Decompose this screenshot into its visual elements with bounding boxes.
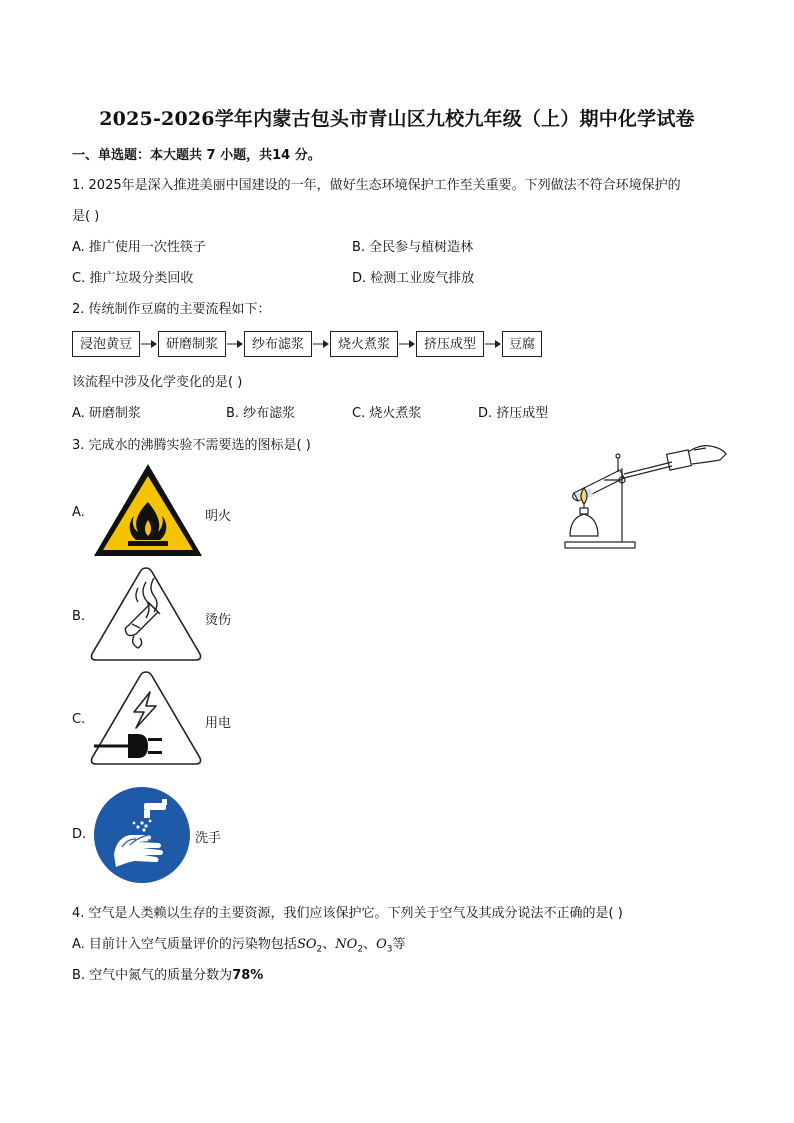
q4-option-a-text: A. 目前计入空气质量评价的污染物包括: [72, 937, 297, 952]
hot-surface-icon: [88, 564, 204, 664]
q4-option-b-text: B. 空气中氮气的质量分数为: [72, 968, 233, 983]
q2-option-b: B. 纱布滤浆: [226, 406, 296, 421]
wash-hands-icon: [92, 785, 192, 885]
flow-step: 研磨制浆: [158, 331, 226, 357]
arrow-right-icon: [226, 331, 244, 357]
q4-option-a-suffix: 等: [392, 937, 406, 952]
q1-option-c: C. 推广垃圾分类回收: [72, 271, 194, 286]
formula-so2: SO: [296, 937, 317, 952]
flow-step: 浸泡黄豆: [72, 331, 140, 357]
q2-text: 2. 传统制作豆腐的主要流程如下：: [72, 302, 271, 317]
q3-option-d-label: 洗手: [195, 831, 222, 846]
arrow-right-icon: [140, 331, 158, 357]
separator: 、: [363, 937, 377, 952]
flow-step: 烧火煮浆: [330, 331, 398, 357]
q3-option-a-label: 明火: [205, 509, 232, 524]
arrow-right-icon: [312, 331, 330, 357]
flow-step: 挤压成型: [416, 331, 484, 357]
flow-step: 纱布滤浆: [244, 331, 312, 357]
q3-option-d-letter: D.: [72, 827, 87, 842]
exam-title: 2025-2026学年内蒙古包头市青山区九校九年级（上）期中化学试卷: [99, 108, 695, 130]
section-heading: 一、单选题：本大题共 7 小题，共14 分。: [72, 148, 321, 163]
separator: 、: [322, 937, 336, 952]
q4-option-b-value: 78%: [232, 968, 264, 983]
q1-text-line2: 是( ): [72, 209, 100, 224]
arrow-right-icon: [398, 331, 416, 357]
q4-option-b: [72, 967, 263, 985]
q2-option-a: A. 研磨制浆: [72, 406, 141, 421]
q2-option-c: C. 烧火煮浆: [352, 406, 422, 421]
formula-o3: O: [376, 937, 387, 952]
formula-o3-subscript: 3: [386, 944, 393, 955]
q1-option-a: A. 推广使用一次性筷子: [72, 240, 206, 255]
q2-option-d: D. 挤压成型: [478, 406, 549, 421]
arrow-right-icon: [484, 331, 502, 357]
q2-question: 该流程中涉及化学变化的是( ): [72, 375, 243, 390]
q3-option-c-label: 用电: [205, 716, 232, 731]
q1-option-b: B. 全民参与植树造林: [352, 240, 474, 255]
q3-option-b-letter: B.: [72, 609, 86, 624]
q1-text-line1: 1. 2025年是深入推进美丽中国建设的一年，做好生态环境保护工作至关重要。下列做法不符合环境保护的: [72, 178, 681, 193]
formula-so2-subscript: 2: [316, 944, 323, 955]
flame-warning-icon: [92, 462, 204, 558]
tofu-process-flow: [72, 331, 552, 359]
q1-option-d: D. 检测工业废气排放: [352, 271, 475, 286]
formula-no2-subscript: 2: [357, 944, 364, 955]
q3-option-c-letter: C.: [72, 712, 86, 727]
formula-no2: NO: [335, 937, 358, 952]
electricity-icon: [88, 668, 204, 768]
q3-text: 3. 完成水的沸腾实验不需要选的图标是( ): [72, 438, 311, 453]
flow-step: 豆腐: [502, 331, 542, 357]
boiling-apparatus-illustration: [560, 438, 730, 553]
q4-option-a: [72, 936, 405, 959]
q3-option-a-letter: A.: [72, 505, 85, 520]
q3-option-b-label: 烫伤: [205, 613, 232, 628]
q4-text: 4. 空气是人类赖以生存的主要资源，我们应该保护它。下列关于空气及其成分说法不正确的是( ): [72, 906, 623, 921]
